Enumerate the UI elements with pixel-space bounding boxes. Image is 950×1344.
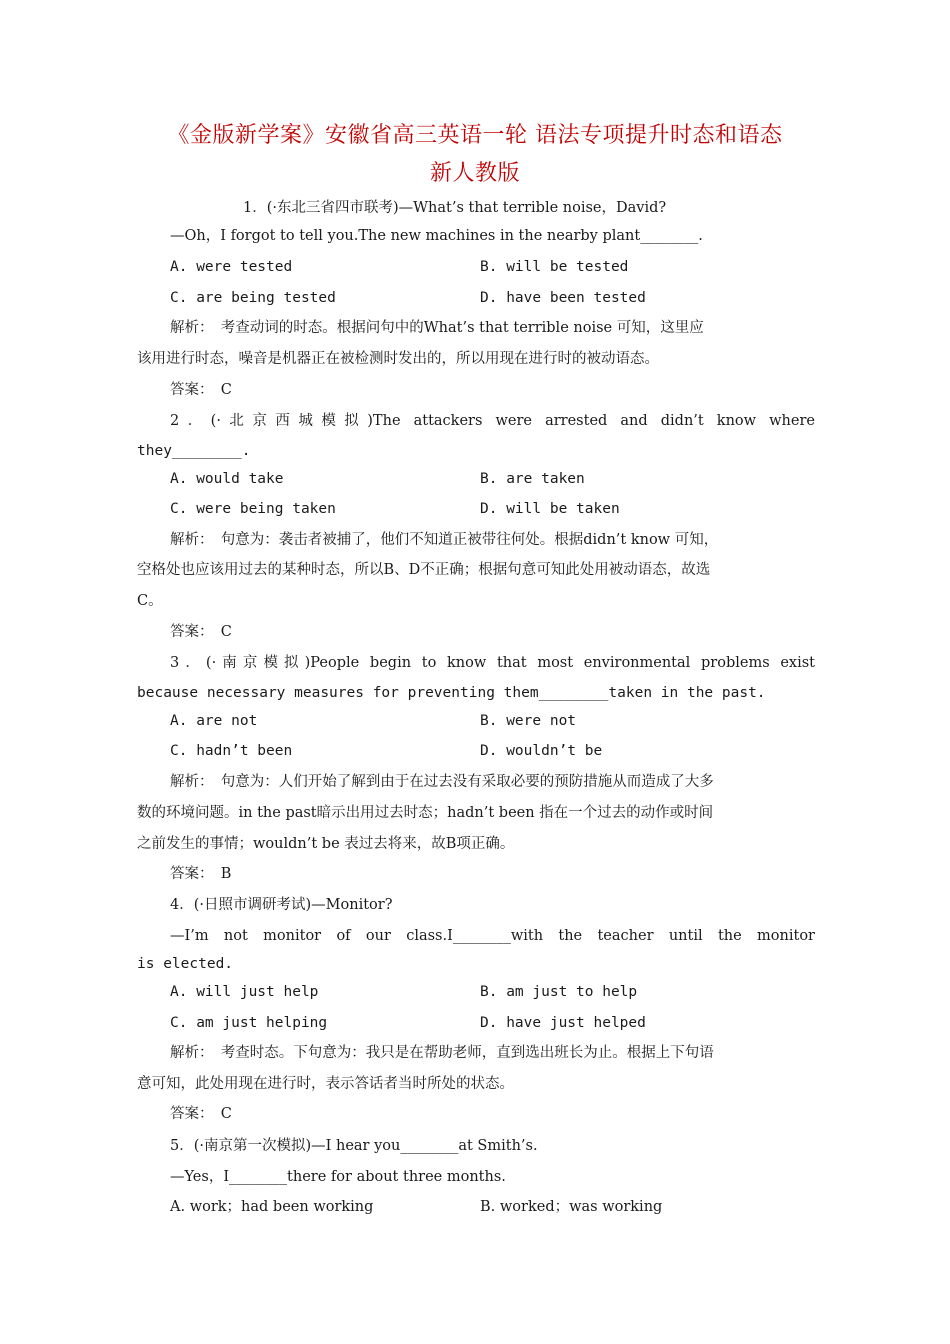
question-3-option-c: C. hadn’t been bbox=[170, 743, 293, 759]
question-2-option-d: D. will be taken bbox=[480, 501, 620, 517]
question-4-option-c: C. am just helping bbox=[170, 1015, 328, 1031]
question-2-option-c: C. were being taken bbox=[170, 501, 336, 517]
question-4-stem-line-2: —I’m not monitor of our class.I________with the teacher until the monitor bbox=[170, 928, 815, 944]
question-5-option-b: B. worked；was working bbox=[480, 1199, 663, 1215]
question-3-option-b: B. were not bbox=[480, 713, 577, 729]
question-2-stem-line-2: they________. bbox=[137, 443, 251, 459]
question-4-analysis-line-2: 意可知，此处用现在进行时，表示答话者当时所处的状态。 bbox=[137, 1076, 514, 1092]
question-5-stem-line-2: —Yes，I________there for about three months. bbox=[170, 1169, 506, 1185]
question-3-analysis-line-3: 之前发生的事情；wouldn’t be 表过去将来，故B项正确。 bbox=[137, 836, 515, 852]
question-1-option-b: B. will be tested bbox=[480, 259, 629, 275]
question-2-analysis-line-3: C。 bbox=[137, 593, 163, 609]
question-3-analysis-line-2: 数的环境问题。in the past暗示出用过去时态；hadn’t been 指在一个过去的动作或时间 bbox=[137, 805, 714, 821]
question-2-analysis: 解析： 句意为：袭击者被捕了，他们不知道正被带往何处。根据didn’t know 可知， bbox=[170, 532, 719, 548]
question-5-stem: 5．(·南京第一次模拟)—I hear you________at Smith’s. bbox=[170, 1138, 538, 1154]
question-3-option-d: D. wouldn’t be bbox=[480, 743, 603, 759]
question-2-option-a: A. would take bbox=[170, 471, 284, 487]
document-title-line-1: 《金版新学案》安徽省高三英语一轮 语法专项提升时态和语态 bbox=[167, 123, 783, 148]
question-3-option-a: A. are not bbox=[170, 713, 258, 729]
question-1-option-c: C. are being tested bbox=[170, 290, 336, 306]
question-3-stem: 3．(·南京模拟)People begin to know that most environmental problems exist bbox=[170, 655, 815, 671]
question-4-option-a: A. will just help bbox=[170, 984, 319, 1000]
document-title-line-2: 新人教版 bbox=[429, 161, 520, 186]
question-1-option-a: A. were tested bbox=[170, 259, 293, 275]
question-2-option-b: B. are taken bbox=[480, 471, 585, 487]
question-5-option-a: A. work；had been working bbox=[170, 1199, 374, 1215]
question-4-analysis: 解析： 考查时态。下句意为：我只是在帮助老师，直到选出班长为止。根据上下句语 bbox=[170, 1045, 714, 1061]
question-1-analysis-line-2: 该用进行时态，噪音是机器正在被检测时发出的，所以用现在进行时的被动语态。 bbox=[137, 351, 659, 367]
question-1-analysis: 解析： 考查动词的时态。根据问句中的What’s that terrible noise 可知，这里应 bbox=[170, 320, 704, 336]
question-2-analysis-line-2: 空格处也应该用过去的某种时态，所以B、D不正确；根据句意可知此处用被动语态，故选 bbox=[137, 562, 711, 578]
question-1-stem-line-2: —Oh，I forgot to tell you.The new machines in the nearby plant________. bbox=[170, 228, 703, 244]
question-3-stem-line-2: because necessary measures for preventing them________taken in the past. bbox=[137, 685, 766, 701]
question-2-stem: 2．(·北京西城模拟)The attackers were arrested and didn’t know where bbox=[170, 413, 815, 429]
question-3-analysis: 解析： 句意为：人们开始了解到由于在过去没有采取必要的预防措施从而造成了大多 bbox=[170, 774, 714, 790]
question-1-stem: 1．(·东北三省四市联考)—What’s that terrible noise，David? bbox=[243, 200, 667, 216]
question-4-answer: 答案： C bbox=[170, 1106, 232, 1122]
question-4-stem: 4．(·日照市调研考试)—Monitor? bbox=[170, 897, 393, 913]
question-4-option-d: D. have just helped bbox=[480, 1015, 646, 1031]
question-1-option-d: D. have been tested bbox=[480, 290, 646, 306]
question-4-option-b: B. am just to help bbox=[480, 984, 638, 1000]
question-2-answer: 答案： C bbox=[170, 624, 232, 640]
question-3-answer: 答案： B bbox=[170, 866, 232, 882]
question-4-stem-line-3: is elected. bbox=[137, 956, 234, 972]
question-1-answer: 答案： C bbox=[170, 382, 232, 398]
